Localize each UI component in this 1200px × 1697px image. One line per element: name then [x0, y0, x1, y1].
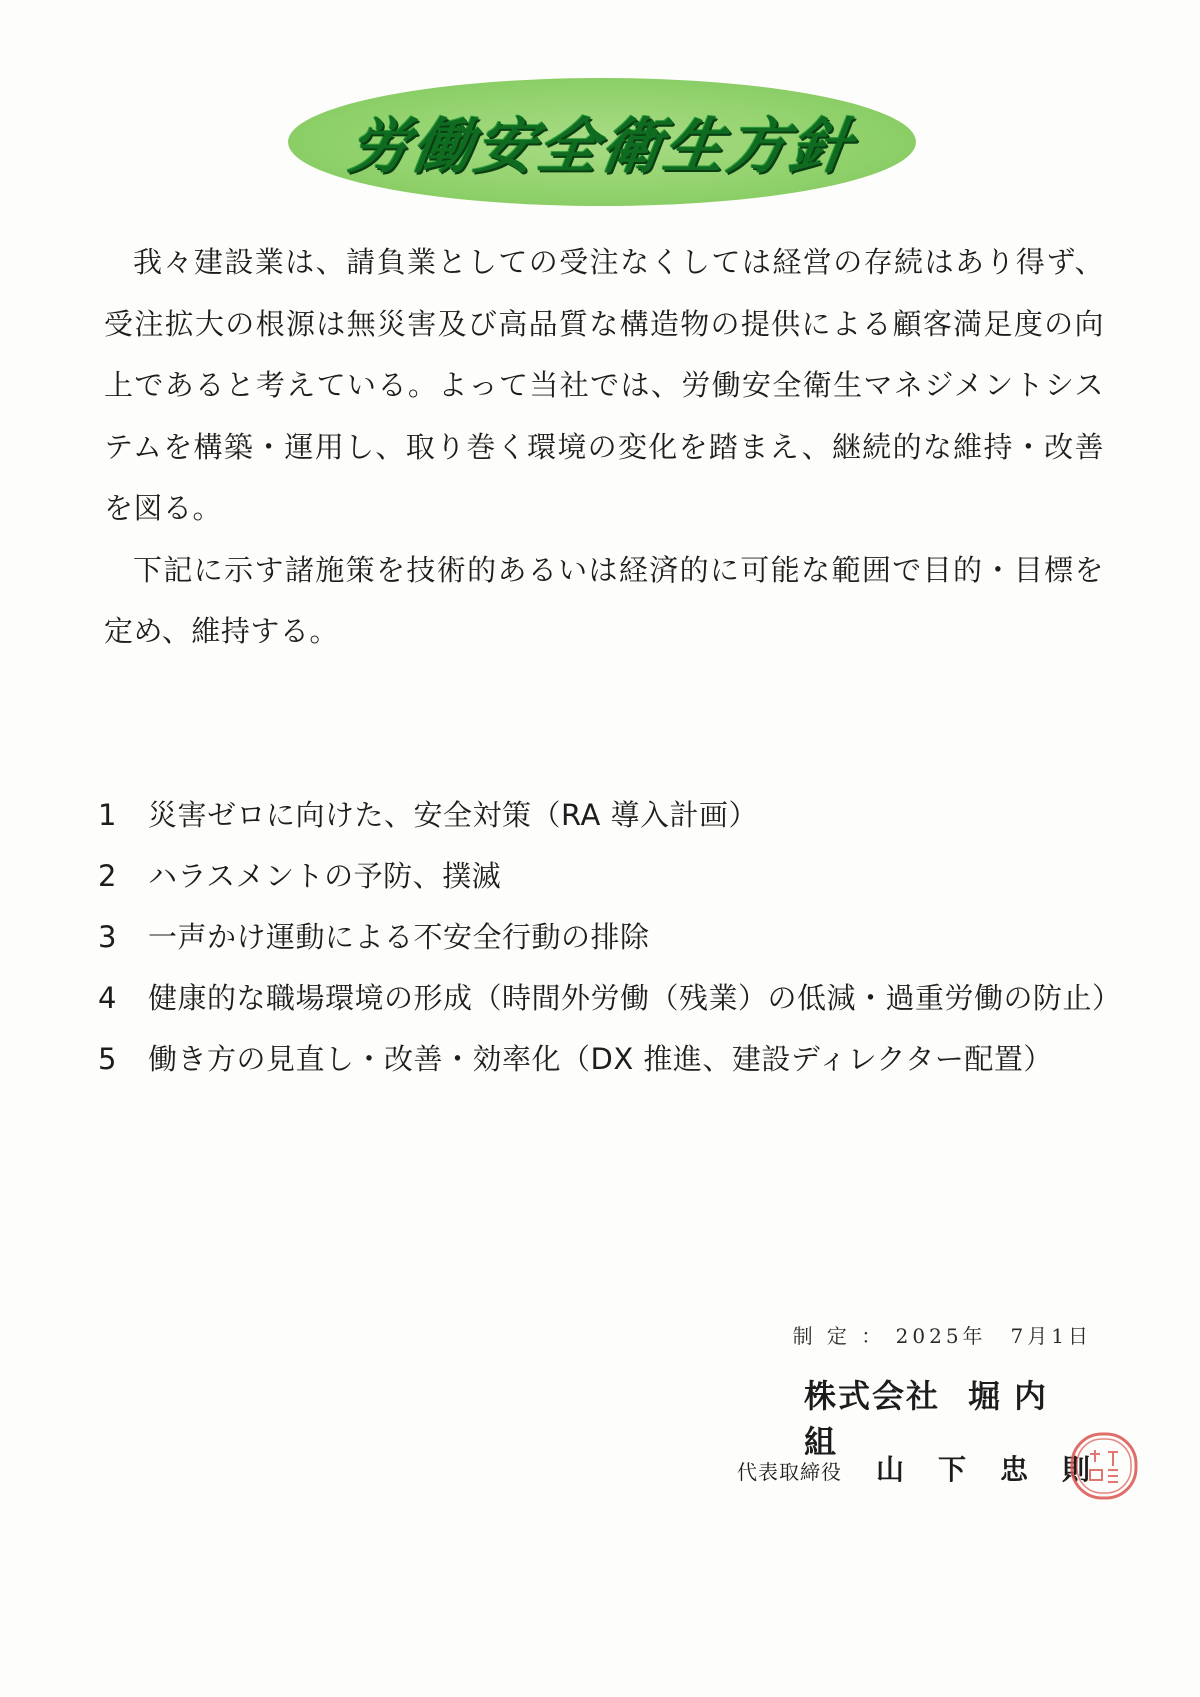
intro-paragraph-1: 我々建設業は、請負業としての受注なくしては経営の存続はあり得ず、受注拡大の根源は無災害及び高品質な構造物の提供による顧客満足度の向上であると考えている。よって当社では、労働安全衛生マネジメントシステムを構築・運用し、取り巻く環境の変化を踏まえ、継続的な維持・改善を図る。: [104, 245, 1104, 525]
title-banner: [288, 78, 916, 206]
page-title: 労働安全衛生方針: [344, 112, 859, 182]
intro-paragraph-2: 下記に示す諸施策を技術的あるいは経済的に可能な範囲で目的・目標を定め、維持する。: [104, 552, 1104, 648]
policy-item: [98, 907, 1108, 968]
company-seal-icon: [1068, 1430, 1140, 1502]
representative-title: 代表取締役: [736, 1460, 842, 1484]
established-date: 制 定 ： 2025年 7月1日: [792, 1324, 1092, 1348]
policy-list: [98, 785, 1122, 1090]
policy-text: 働き方の見直し・改善・効率化（DX 推進、建設ディレクター配置）: [148, 1042, 1053, 1076]
company-name: 堀内組: [803, 1377, 1060, 1461]
policy-item: [98, 785, 1108, 846]
policy-text: 一声かけ運動による不安全行動の排除: [148, 920, 650, 954]
representative-block: [736, 1448, 1124, 1488]
intro-section: [104, 232, 1104, 663]
policy-item: [98, 968, 1122, 1029]
policy-number: 3: [98, 920, 117, 954]
policy-item: [98, 1029, 1108, 1090]
company-type: 株式会社: [803, 1377, 940, 1415]
policy-number: 2: [98, 859, 117, 893]
policy-text: 災害ゼロに向けた、安全対策（RA 導入計画）: [148, 798, 759, 832]
policy-text: ハラスメントの予防、撲滅: [148, 859, 502, 893]
policy-number: 4: [98, 981, 117, 1015]
policy-number: 1: [98, 798, 117, 832]
policy-text: 健康的な職場環境の形成（時間外労働（残業）の低減・過重労働の防止）: [148, 981, 1122, 1015]
policy-number: 5: [98, 1042, 117, 1076]
representative-name: 山下忠則: [875, 1453, 1124, 1486]
policy-item: [98, 846, 1108, 907]
